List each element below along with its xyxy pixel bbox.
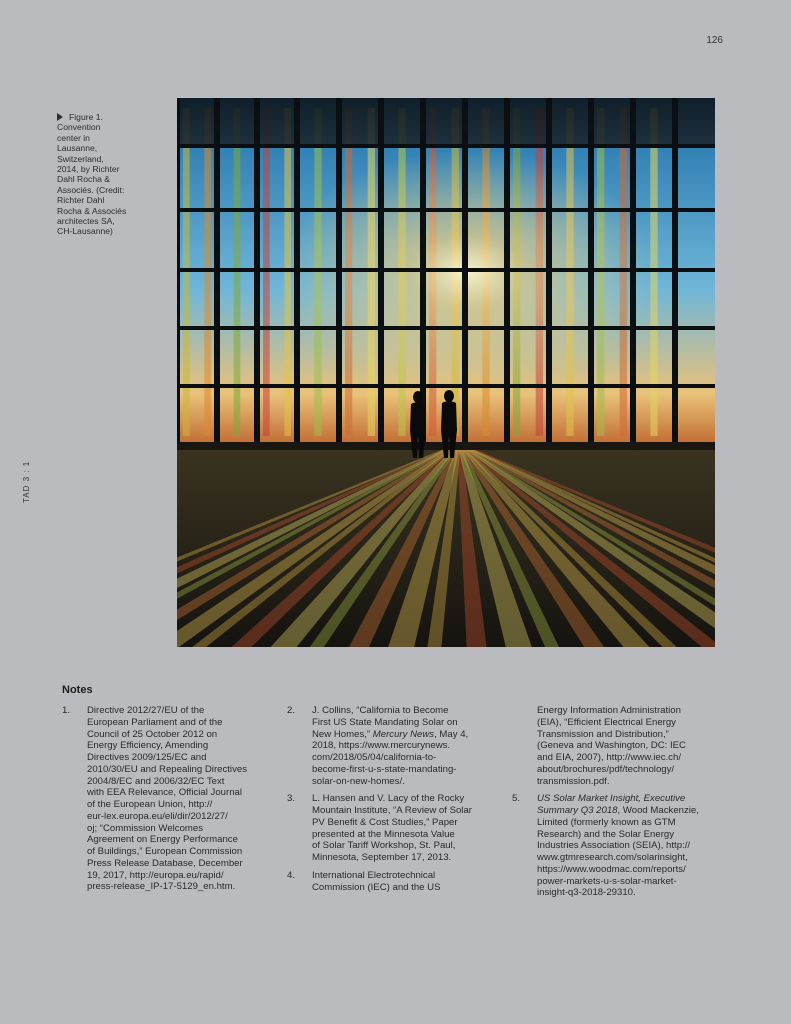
note-line: Limited (formerly known as GTM [537, 816, 676, 828]
caption-line: Convention [57, 122, 101, 133]
note-text [312, 705, 502, 787]
note-line: Energy Information Administration [537, 705, 681, 716]
note-line: 2010/30/EU and Repealing Directives [87, 763, 247, 775]
note-line: International Electrotechnical [312, 869, 436, 881]
note-text [312, 793, 502, 864]
notes-heading: Notes [62, 684, 93, 696]
note-line: with EEA Relevance, Official Journal [87, 787, 242, 799]
note-line: 19, 2017, http://europa.eu/rapid/ [87, 869, 224, 881]
note-item [287, 870, 502, 894]
note-item [287, 705, 502, 787]
caption-line: Dahl Rocha & [57, 174, 111, 185]
note-line: about/brochures/pdf/technology/ [537, 763, 675, 775]
journal-side-label: TAD 3 : 1 [22, 460, 31, 503]
note-number: 1. [62, 705, 71, 716]
note-item [287, 793, 502, 864]
note-text [87, 705, 277, 893]
notes-column-2 [287, 705, 502, 899]
caption-line: Switzerland, [57, 153, 104, 164]
note-line: 2018, https://www.mercurynews. [312, 740, 451, 752]
note-line: www.gtmresearch.com/solarinsight, [537, 852, 688, 863]
note-line: Research) and the Solar Energy [537, 828, 675, 840]
note-line: Transmission and Distribution,” [537, 728, 669, 740]
note-line: and EIA, 2007), http://www.iec.ch/ [537, 752, 681, 763]
note-line: become-first-u-s-state-mandating- [312, 763, 457, 775]
caption-line: architectes SA, [57, 216, 115, 227]
note-line: Council of 25 October 2012 on [87, 728, 218, 740]
note-line: PV Benefit & Cost Studies,” Paper [312, 816, 458, 828]
note-line: L. Hansen and V. Lacy of the Rocky [312, 793, 465, 805]
note-line: Directives 2009/125/EC and [87, 752, 207, 763]
note-line: of the European Union, http:// [87, 799, 213, 810]
note-line: European Parliament and of the [87, 716, 223, 728]
note-line: Commission (IEC) and the US [312, 881, 441, 893]
note-line: (Geneva and Washington, DC: IEC [537, 740, 686, 752]
note-line: New Homes,” Mercury News, May 4, [312, 728, 469, 740]
note-item [512, 793, 727, 899]
notes-column-3 [512, 705, 727, 905]
note-number: 2. [287, 705, 296, 716]
photo-scene [177, 98, 715, 647]
note-line: of Solar Tariff Workshop, St. Paul, [312, 840, 456, 852]
note-line: of Buildings,” European Commission [87, 846, 243, 857]
notes-column-1 [62, 705, 277, 899]
note-line: (EIA), “Efficient Electrical Energy [537, 716, 676, 728]
note-item [512, 705, 727, 787]
note-line: Energy Efficiency, Amending [87, 740, 209, 752]
caption-line: Richter Dahl [57, 195, 105, 206]
note-line: US Solar Market Insight, Executive [537, 793, 686, 805]
note-line: Agreement on Energy Performance [87, 834, 238, 846]
note-line: Directive 2012/27/EU of the [87, 705, 205, 716]
note-line: com/2018/05/04/california-to- [312, 752, 437, 763]
caption-line: CH-Lausanne) [57, 226, 113, 237]
note-line: Summary Q3 2018, Wood Mackenzie, [537, 805, 699, 816]
note-text [537, 705, 727, 787]
caption-line: center in [57, 132, 90, 143]
note-line: Mountain Institute, “A Review of Solar [312, 805, 472, 816]
page-number: 126 [706, 35, 723, 46]
note-number: 3. [287, 793, 296, 805]
caption-line: 2014, by Richter [57, 164, 120, 175]
note-line: 2004/8/EC and 2006/32/EC Text [87, 775, 225, 787]
note-text [537, 793, 727, 899]
note-line: https://www.woodmac.com/reports/ [537, 863, 686, 875]
note-line: press-release_IP-17-5129_en.htm. [87, 881, 236, 893]
caption-line: Figure 1. [69, 112, 103, 122]
note-line: insight-q3-2018-29310. [537, 887, 636, 899]
note-number: 5. [512, 793, 521, 805]
note-line: Press Release Database, December [87, 857, 243, 869]
note-line: Industries Association (SEIA), http:// [537, 840, 691, 852]
caption-triangle-icon [57, 113, 63, 121]
note-item [62, 705, 277, 893]
convention-center-photo [177, 98, 715, 647]
caption-line: Associés. (Credit: [57, 184, 125, 195]
figure-caption [57, 112, 149, 237]
caption-line: Lausanne, [57, 143, 98, 154]
note-text [312, 870, 502, 894]
note-line: transmission.pdf. [537, 775, 610, 787]
note-line: power-markets-u-s-solar-market- [537, 875, 677, 887]
note-line: presented at the Minnesota Value [312, 828, 455, 840]
caption-line: Rocha & Associés [57, 205, 127, 216]
note-line: J. Collins, “California to Become [312, 705, 449, 716]
note-line: oj; “Commission Welcomes [87, 822, 204, 834]
note-line: First US State Mandating Solar on [312, 716, 458, 728]
note-line: eur-lex.europa.eu/eli/dir/2012/27/ [87, 810, 228, 822]
note-number: 4. [287, 869, 296, 881]
note-line: Minnesota, September 17, 2013. [312, 852, 452, 863]
note-line: solar-on-new-homes/. [312, 775, 405, 787]
